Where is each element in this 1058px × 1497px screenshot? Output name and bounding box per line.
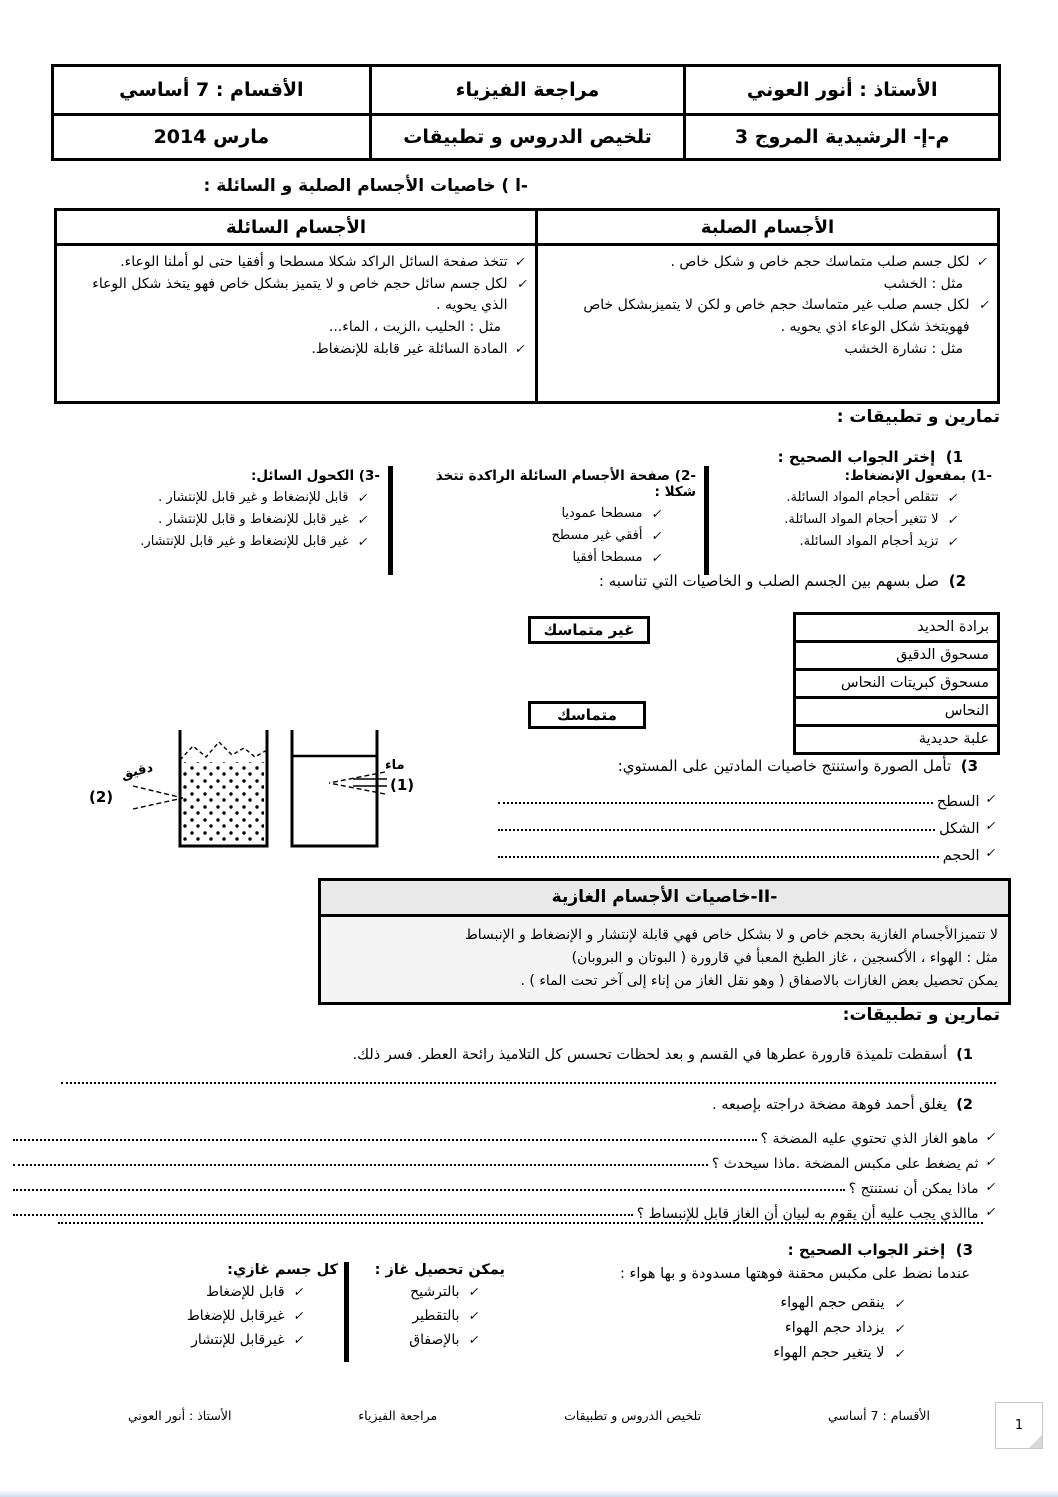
beakers-figure	[85, 726, 445, 866]
check-icon: ✓	[513, 254, 527, 269]
ex1-q3-line	[618, 757, 978, 775]
solids-example: مثل : الخشب	[883, 275, 963, 292]
section2-line: يمكن تحصيل بعض الغازات بالاصفاق ( وهو نقل الغاز من إناء إلى آخر تحت الماء ) .	[520, 973, 998, 990]
check-icon: ✓	[356, 490, 370, 505]
matching-body-item: مسحوق كبريتات النحاس	[793, 668, 1000, 699]
footer-subject: مراجعة الفيزياء	[358, 1408, 438, 1423]
gas-collection-column	[344, 1262, 505, 1362]
header-subject: مراجعة الفيزياء	[369, 67, 684, 113]
option: غيرقابل للإضغاط	[186, 1308, 285, 1324]
answer-blank	[13, 1214, 633, 1216]
sub-question: ماهو الغاز الذي تحتوي عليه المضخة ؟	[760, 1131, 979, 1147]
section2-line: مثل : الهواء ، الأكسجين ، غاز الطبخ المعبأ في قارورة ( البوتان و البروبان)	[571, 950, 998, 967]
liquids-item: لكل جسم سائل حجم خاص و لا يتميز بشكل خاص فهو يتخذ شكل الوعاء الذي يحويه .	[92, 275, 508, 314]
check-icon: ✓	[650, 550, 664, 565]
sub-question-label: -2) صفحة الأجسام السائلة الراكدة تتخذ شكلا :	[435, 468, 696, 500]
option: غير قابل للإنضغاط و قابل للإنتشار .	[158, 512, 349, 527]
answer-blank	[498, 802, 933, 804]
column-label: يمكن تحصيل غاز :	[374, 1262, 505, 1278]
q-number: 2)	[948, 572, 966, 590]
option: تتقلص أحجام المواد السائلة.	[786, 490, 939, 505]
check-icon: ✓	[467, 1308, 481, 1323]
q-number: 1)	[945, 448, 963, 466]
check-icon: ✓	[983, 818, 998, 833]
answer-blank-line	[58, 1222, 983, 1224]
check-icon: ✓	[356, 534, 370, 549]
solids-example: مثل : نشارة الخشب	[844, 340, 963, 357]
ex2-q2-subquestions	[11, 1122, 996, 1222]
check-icon: ✓	[983, 1129, 998, 1144]
ex2-q3-line	[788, 1241, 973, 1259]
option: بالإصفاق	[409, 1332, 460, 1348]
property-box-cohesive: متماسك	[528, 701, 646, 729]
option: لا تتغير أحجام المواد السائلة.	[784, 512, 939, 527]
ex1-q1-columns	[60, 466, 1000, 575]
answer-blank	[13, 1189, 845, 1191]
check-icon: ✓	[946, 512, 960, 527]
liquids-example: مثل : الحليب ،الزيت ، الماء...	[328, 319, 501, 336]
gas-body-column	[85, 1262, 344, 1362]
section2-line: لا تتميزالأجسام الغازية بحجم خاص و لا بشكل خاص فهي قابلة لإنتشار و الإنضغاط و الإنبساط	[464, 927, 998, 943]
ex2-q3-options	[635, 1291, 905, 1366]
check-icon: ✓	[356, 512, 370, 527]
ex1-sub3	[60, 466, 388, 575]
footer-doc-type: تلخيص الدروس و تطبيقات	[564, 1408, 702, 1423]
page-number-box	[995, 1402, 1043, 1449]
aspect-label: الشكل	[939, 821, 980, 837]
check-icon: ✓	[946, 490, 960, 505]
q-number: 3)	[955, 1241, 973, 1259]
matching-bodies-list	[793, 612, 1000, 755]
q-text: إختر الجواب الصحيح :	[787, 1241, 946, 1259]
ex1-q1-line	[778, 448, 963, 466]
option: مسطحا أفقيا	[572, 550, 643, 565]
check-icon: ✓	[983, 1204, 998, 1219]
header-table	[51, 64, 1001, 161]
q-number: 2)	[956, 1097, 973, 1113]
q-number: 1)	[956, 1047, 973, 1063]
sub-question: ماذا يمكن أن نستنتج ؟	[848, 1181, 979, 1197]
exercises1-heading: تمارين و تطبيقات :	[836, 407, 1000, 427]
ex1-q3-aspects	[496, 783, 996, 864]
sub-question-label: -1) بمفعول الإنضغاط:	[844, 468, 992, 484]
check-icon: ✓	[515, 275, 530, 291]
check-icon: ✓	[892, 1346, 907, 1361]
solids-column	[535, 211, 997, 401]
page-curl-icon	[1029, 1435, 1042, 1448]
answer-blank	[13, 1139, 757, 1141]
q-text: تأمل الصورة واستنتج خاصيات المادتين على المستوي:	[617, 757, 952, 775]
solids-header: الأجسام الصلبة	[538, 211, 997, 246]
answer-blank	[498, 856, 939, 858]
option: لا يتغير حجم الهواء	[773, 1345, 885, 1361]
column-label: كل جسم غازي:	[227, 1262, 338, 1278]
check-icon: ✓	[983, 1179, 998, 1194]
check-icon: ✓	[292, 1308, 306, 1323]
check-icon: ✓	[513, 340, 527, 356]
check-icon: ✓	[467, 1284, 481, 1299]
section2-box	[318, 878, 1011, 1005]
header-doc-type: تلخيص الدروس و تطبيقات	[369, 113, 684, 159]
sub-question: ثم يضغط على مكبس المضخة .ماذا سيحدث ؟	[711, 1156, 979, 1172]
exercises2-heading: تمارين و تطبيقات:	[842, 1005, 1000, 1025]
beakers-drawing	[85, 726, 445, 866]
water-label: ماء	[385, 758, 405, 773]
option: بالتقطير	[412, 1308, 460, 1324]
check-icon: ✓	[650, 528, 664, 543]
check-icon: ✓	[983, 845, 998, 860]
sub-question: ماالذي يجب عليه أن يقوم به لبيان أن الغاز قابل للإنبساط ؟	[636, 1206, 979, 1222]
header-date: مارس 2014	[54, 113, 369, 159]
q-text: أسقطت تلميذة قارورة عطرها في القسم و بعد لحظات تحسس كل التلاميذ رائحة العطر. فسر ذلك.	[352, 1047, 948, 1063]
check-icon: ✓	[983, 1154, 998, 1169]
option: مسطحا عموديا	[561, 506, 643, 521]
check-icon: ✓	[892, 1321, 907, 1336]
section1-table	[54, 208, 1000, 404]
check-icon: ✓	[467, 1332, 481, 1347]
check-icon: ✓	[292, 1332, 306, 1347]
option: يزداد حجم الهواء	[784, 1320, 885, 1336]
check-icon: ✓	[983, 791, 998, 806]
answer-blank	[13, 1164, 708, 1166]
option: بالترشيح	[410, 1284, 460, 1300]
q-text: صل بسهم بين الجسم الصلب و الخاصيات التي تناسبه :	[598, 572, 940, 590]
footer-classes: الأقسام : 7 أساسي	[827, 1408, 930, 1423]
matching-body-item: النحاس	[793, 696, 1000, 727]
q-text: إختر الجواب الصحيح :	[777, 448, 936, 466]
page-bottom-edge	[0, 1490, 1058, 1497]
header-teacher: الأستاذ : أنور العوني	[683, 67, 998, 113]
aspect-label: السطح	[936, 794, 980, 810]
answer-blank	[498, 829, 935, 831]
header-school: م-إ- الرشيدية المروج 3	[683, 113, 998, 159]
liquids-column	[57, 211, 535, 401]
check-icon: ✓	[292, 1284, 306, 1299]
footer-teacher: الأستاذ : أنور العوني	[128, 1408, 232, 1423]
option: غير قابل للإنضغاط و غير قابل للإنتشار.	[140, 534, 349, 549]
option: قابل للإنضغاط و غير قابل للإنتشار .	[158, 490, 349, 505]
ex1-sub2	[388, 466, 704, 575]
water-number: (1)	[390, 776, 415, 794]
ex2-q3-stem: عندما نضط على مكبس محقنة فوهتها مسدودة و بها هواء :	[620, 1266, 970, 1282]
ex2-q1-line	[352, 1047, 973, 1063]
property-box-noncohesive: غير متماسك	[528, 616, 650, 644]
section2-title: -II-خاصيات الأجسام الغازية	[321, 881, 1008, 917]
option: قابل للإضغاط	[206, 1284, 285, 1300]
check-icon: ✓	[975, 254, 989, 269]
liquids-item: المادة السائلة غير قابلة للإنضغاط.	[311, 340, 508, 357]
liquids-header: الأجسام السائلة	[57, 211, 535, 246]
matching-body-item: برادة الحديد	[793, 612, 1000, 643]
option: ينقص حجم الهواء	[780, 1295, 885, 1311]
page-number: 1	[1014, 1418, 1024, 1433]
option: غيرقابل للإنتشار	[191, 1332, 285, 1348]
check-icon: ✓	[892, 1296, 907, 1311]
ex1-sub1	[704, 466, 1000, 575]
matching-body-item: علبة حديدية	[793, 724, 1000, 755]
footer	[128, 1408, 930, 1423]
option: تزيد أحجام المواد السائلة.	[799, 534, 939, 549]
q-number: 3)	[960, 757, 978, 775]
ex2-bottom-columns	[85, 1262, 505, 1362]
aspect-label: الحجم	[942, 848, 980, 864]
solids-item: لكل جسم صلب متماسك حجم خاص و شكل خاص .	[670, 254, 970, 270]
ex2-q2-line	[712, 1097, 973, 1113]
answer-blank-line	[61, 1082, 996, 1084]
flour-number: (2)	[89, 788, 114, 806]
matching-body-item: مسحوق الدقيق	[793, 640, 1000, 671]
sub-question-label: -3) الكحول السائل:	[250, 468, 380, 484]
flour-label: دقيق	[119, 760, 155, 783]
check-icon: ✓	[946, 534, 960, 549]
liquids-item: تتخذ صفحة السائل الراكد شكلا مسطحا و أفقيا حتى لو أملنا الوعاء.	[120, 254, 508, 270]
header-classes: الأقسام : 7 أساسي	[119, 78, 304, 101]
q-text: يغلق أحمد فوهة مضخة دراجته بإصبعه .	[712, 1097, 948, 1113]
ex1-q2-line	[599, 572, 966, 590]
check-icon: ✓	[977, 297, 992, 313]
check-icon: ✓	[650, 506, 664, 521]
solids-item: لكل جسم صلب غير متماسك حجم خاص و لكن لا يتميزبشكل خاص فهويتخذ شكل الوعاء اذي يحويه .	[583, 297, 970, 336]
option: أفقي غير مسطح	[551, 528, 643, 543]
section1-title: -ا ) خاصيات الأجسام الصلبة و السائلة :	[203, 176, 528, 196]
